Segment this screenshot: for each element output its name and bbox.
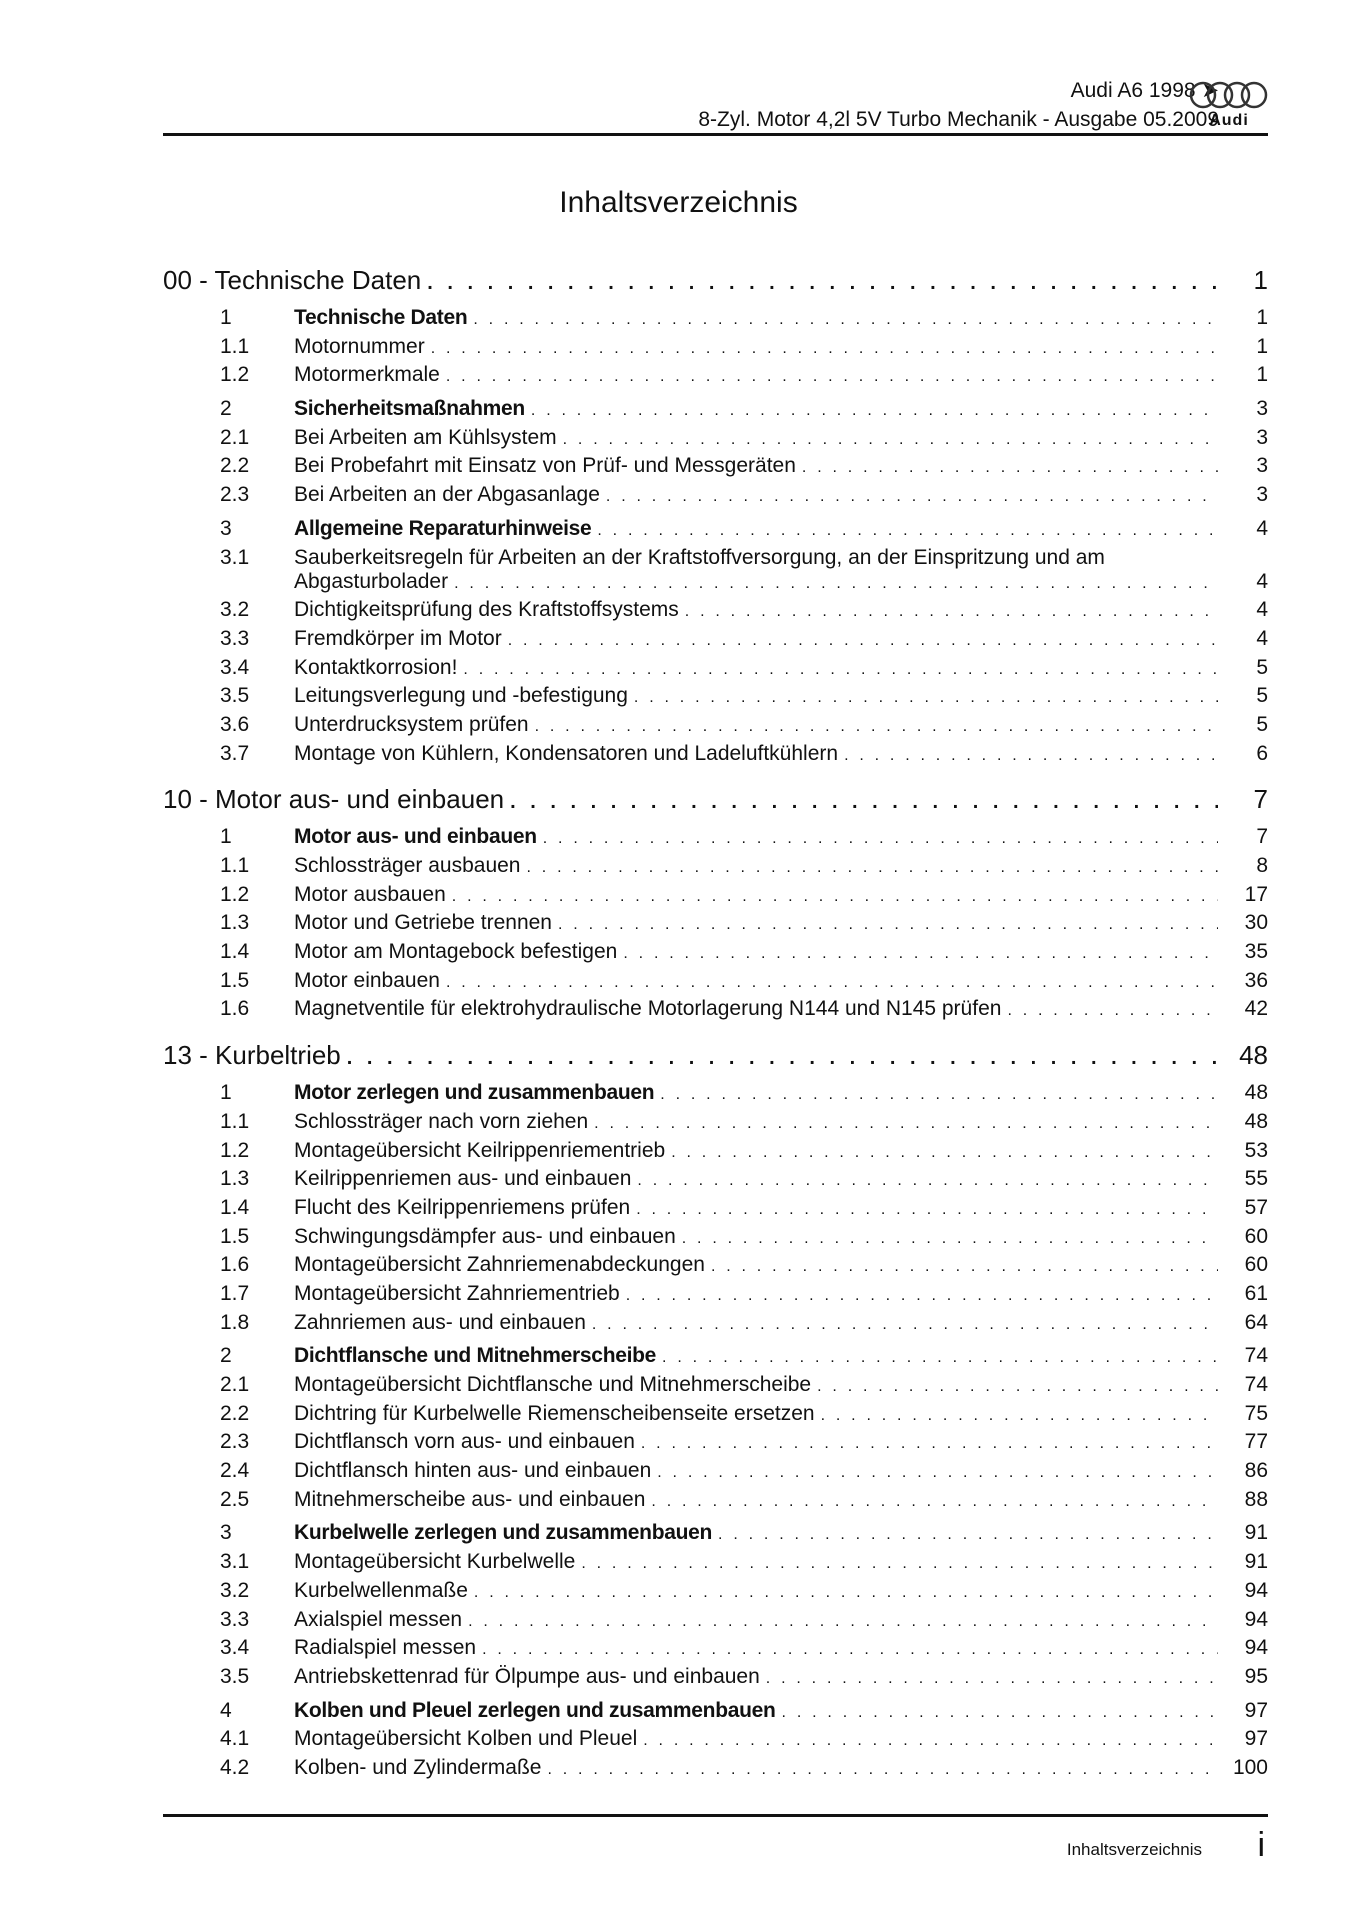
toc-entry-title: Motor zerlegen und zusammenbauen xyxy=(294,1081,655,1105)
toc-entry-title: Unterdrucksystem prüfen xyxy=(294,712,529,736)
dot-leader xyxy=(547,1761,1218,1779)
toc-entry-page: 3 xyxy=(1256,397,1268,421)
toc-entry-page: 74 xyxy=(1244,1373,1268,1396)
toc-entry-title: Motor und Getriebe trennen xyxy=(294,911,552,935)
toc-entry-page: 88 xyxy=(1244,1487,1268,1511)
toc-entry-page: 6 xyxy=(1256,741,1268,765)
toc-entry-page: 100 xyxy=(1232,1755,1268,1779)
toc-section[interactable] xyxy=(163,1521,1268,1550)
dot-leader xyxy=(634,689,1218,707)
toc-entry-page: 94 xyxy=(1244,1636,1268,1660)
toc-section[interactable] xyxy=(163,1344,1268,1373)
dot-leader xyxy=(594,1115,1218,1133)
dot-leader xyxy=(651,1493,1218,1511)
toc-entry[interactable] xyxy=(163,1608,1268,1637)
footer-page-number: i xyxy=(1257,1826,1265,1864)
toc-entry-page: 74 xyxy=(1244,1344,1268,1368)
toc-entry-number: 1.2 xyxy=(220,363,250,387)
toc-entry-page: 1 xyxy=(1253,265,1268,295)
toc-entry[interactable] xyxy=(163,1253,1268,1282)
toc-entry-page: 91 xyxy=(1244,1550,1268,1574)
toc-entry-title: Radialspiel messen xyxy=(294,1636,477,1660)
toc-entry-page: 3 xyxy=(1256,425,1268,449)
dot-leader xyxy=(821,1407,1218,1425)
toc-entry-number: 2.1 xyxy=(220,425,250,449)
toc-entry-number: 1.6 xyxy=(220,997,250,1021)
toc-entry[interactable] xyxy=(163,546,1268,570)
toc-section[interactable] xyxy=(163,1081,1268,1110)
header-model: Audi A6 1998 ➤ xyxy=(1070,79,1219,102)
toc-entry-title: Leitungsverlegung und -befestigung xyxy=(294,684,628,708)
toc-entry-number: 4 xyxy=(220,1698,232,1722)
toc-entry-title: Montageübersicht Keilrippenriementrieb xyxy=(294,1138,666,1162)
dot-leader xyxy=(508,632,1218,650)
toc-entry-title: Montageübersicht Dichtflansche und Mitnehmerscheibe xyxy=(294,1373,812,1396)
toc-entry-title: Dichtflansch vorn aus- und einbauen xyxy=(294,1430,635,1454)
toc-entry-number: 3.3 xyxy=(220,1607,250,1631)
toc-entry-page: 1 xyxy=(1256,334,1268,358)
toc-entry-number: 3.7 xyxy=(220,741,250,765)
toc-section[interactable] xyxy=(163,1699,1268,1728)
dot-leader xyxy=(427,272,1218,295)
toc-entry[interactable] xyxy=(163,1167,1268,1196)
toc-entry[interactable] xyxy=(163,656,1268,685)
dot-leader xyxy=(844,747,1218,765)
toc-entry-page: 3 xyxy=(1256,483,1268,507)
toc-entry-page: 94 xyxy=(1244,1578,1268,1602)
dot-leader xyxy=(452,888,1218,906)
toc-entry-number: 3.5 xyxy=(220,684,250,708)
audi-logo xyxy=(1188,80,1270,130)
toc-entry-number: 1 xyxy=(220,1081,232,1105)
toc-entry-number: 3.6 xyxy=(220,712,250,736)
toc-entry-title: Bei Arbeiten am Kühlsystem xyxy=(294,425,557,449)
toc-entry-title: 00 - Technische Daten xyxy=(163,265,422,295)
toc-entry-page: 17 xyxy=(1244,882,1268,906)
toc-entry-page: 48 xyxy=(1244,1109,1268,1133)
toc-entry[interactable] xyxy=(163,627,1268,656)
toc-entry-title: Kurbelwelle zerlegen und zusammenbauen xyxy=(294,1521,713,1545)
toc-entry-page: 7 xyxy=(1256,825,1268,849)
dot-leader xyxy=(597,522,1218,540)
dot-leader xyxy=(657,1464,1218,1482)
toc-entry-title: 10 - Motor aus- und einbauen xyxy=(163,784,505,815)
toc-entry-title: Kolben- und Zylindermaße xyxy=(294,1755,542,1779)
footer-label: Inhaltsverzeichnis xyxy=(1066,1840,1202,1859)
toc-entry-title: Bei Arbeiten an der Abgasanlage xyxy=(294,483,600,507)
toc-entry-title: Kurbelwellenmaße xyxy=(294,1578,468,1602)
dot-leader xyxy=(558,916,1218,934)
toc-entry-title: Sicherheitsmaßnahmen xyxy=(294,397,525,421)
toc-entry-page: 60 xyxy=(1244,1224,1268,1248)
toc-entry-page: 60 xyxy=(1244,1253,1268,1277)
toc-entry-title: 13 - Kurbeltrieb xyxy=(163,1040,341,1071)
toc-entry-page: 1 xyxy=(1256,363,1268,387)
toc-entry-number: 1.5 xyxy=(220,1224,250,1248)
toc-entry[interactable] xyxy=(163,1225,1268,1254)
toc-entry-page: 91 xyxy=(1244,1521,1268,1545)
dot-leader xyxy=(468,1613,1218,1631)
page-title: Inhaltsverzeichnis xyxy=(559,186,798,219)
toc-entry-number: 1.5 xyxy=(220,968,250,992)
toc-entry-page: 35 xyxy=(1244,940,1268,964)
toc-entry-number: 1.3 xyxy=(220,1167,250,1191)
toc-entry-title: Mitnehmerscheibe aus- und einbauen xyxy=(294,1487,646,1511)
toc-entry-number: 4.2 xyxy=(220,1755,250,1779)
toc-entry[interactable] xyxy=(163,911,1268,940)
toc-entry[interactable] xyxy=(163,1311,1268,1340)
toc-entry[interactable] xyxy=(163,1430,1268,1459)
dot-leader xyxy=(592,1316,1218,1334)
toc-entry-page: 1 xyxy=(1256,306,1268,329)
toc-entry-title: Montageübersicht Kolben und Pleuel xyxy=(294,1727,638,1751)
toc-entry[interactable] xyxy=(163,1373,1268,1402)
dot-leader xyxy=(685,603,1218,621)
toc-entry-title: Montageübersicht Zahnriementrieb xyxy=(294,1281,620,1305)
toc-entry-number: 1.3 xyxy=(220,911,250,935)
toc-entry[interactable] xyxy=(163,335,1268,364)
toc-entry[interactable] xyxy=(163,1139,1268,1168)
toc-entry-title: Antriebskettenrad für Ölpumpe aus- und einbauen xyxy=(294,1664,760,1688)
toc-entry-number: 3.3 xyxy=(220,626,250,650)
dot-leader xyxy=(482,1641,1218,1659)
toc-entry-title: Montageübersicht Zahnriemenabdeckungen xyxy=(294,1253,705,1277)
dot-leader xyxy=(543,830,1218,848)
toc-entry-number: 1.2 xyxy=(220,882,250,906)
toc-entry-page: 53 xyxy=(1244,1138,1268,1162)
toc-entry-title: Kolben und Pleuel zerlegen und zusammenbauen xyxy=(294,1698,776,1722)
toc-entry-page: 5 xyxy=(1256,684,1268,708)
dot-leader xyxy=(817,1378,1218,1396)
dot-leader xyxy=(510,791,1218,814)
toc-entry-title: Axialspiel messen xyxy=(294,1607,463,1631)
toc-entry-title: Keilrippenriemen aus- und einbauen xyxy=(294,1167,632,1191)
toc-entry-title: Sauberkeitsregeln für Arbeiten an der Kraftstoffversorgung, an der Einspritzung und am xyxy=(294,545,1105,569)
dot-leader xyxy=(454,575,1218,593)
toc-entry-number: 2.5 xyxy=(220,1487,250,1511)
dot-leader xyxy=(782,1704,1218,1722)
toc-section[interactable] xyxy=(163,397,1268,426)
toc-entry-number: 1 xyxy=(220,306,232,329)
dot-leader xyxy=(473,311,1218,329)
toc-entry-title: Bei Probefahrt mit Einsatz von Prüf- und Messgeräten xyxy=(294,454,796,478)
toc-entry-number: 2.3 xyxy=(220,1430,250,1454)
toc-entry-title-continued: Abgasturbolader xyxy=(294,569,449,593)
toc-entry[interactable] xyxy=(163,483,1268,512)
toc-entry[interactable] xyxy=(163,426,1268,455)
toc-entry[interactable] xyxy=(163,997,1268,1026)
toc-entry-number: 3 xyxy=(220,516,232,540)
toc-entry-number: 3.1 xyxy=(220,545,250,569)
toc-section[interactable] xyxy=(163,306,1268,335)
toc-entry-number: 4.1 xyxy=(220,1727,250,1751)
toc-entry[interactable] xyxy=(163,1196,1268,1225)
toc-entry-number: 3 xyxy=(220,1521,232,1545)
toc-entry[interactable] xyxy=(163,1282,1268,1311)
dot-leader xyxy=(662,1349,1218,1367)
toc-entry-page: 61 xyxy=(1244,1281,1268,1305)
dot-leader xyxy=(626,1287,1218,1305)
toc-entry-page: 8 xyxy=(1256,854,1268,877)
toc-entry[interactable] xyxy=(163,1756,1268,1785)
toc-entry-number: 3.2 xyxy=(220,598,250,622)
toc-chapter[interactable] xyxy=(163,265,1268,301)
toc-section[interactable] xyxy=(163,517,1268,546)
toc-entry[interactable] xyxy=(163,940,1268,969)
audi-wordmark: Audi xyxy=(1209,112,1249,129)
toc-entry-title: Kontaktkorrosion! xyxy=(294,655,458,679)
toc-entry-number: 2 xyxy=(220,397,232,421)
dot-leader xyxy=(1007,1002,1218,1020)
toc-entry-title: Technische Daten xyxy=(294,306,468,329)
toc-entry-page: 7 xyxy=(1253,784,1268,815)
toc-entry-number: 1 xyxy=(220,825,232,849)
toc-entry[interactable] xyxy=(163,854,1268,883)
toc-entry[interactable] xyxy=(163,1488,1268,1517)
toc-entry-title: Motor ausbauen xyxy=(294,882,446,906)
toc-entry-number: 3.1 xyxy=(220,1550,250,1574)
dot-leader xyxy=(347,1047,1218,1070)
toc-entry-number: 1.6 xyxy=(220,1253,250,1277)
header-divider xyxy=(163,133,1268,136)
dot-leader xyxy=(531,402,1218,420)
toc-entry[interactable] xyxy=(163,1579,1268,1608)
dot-leader xyxy=(718,1526,1218,1544)
toc-entry[interactable] xyxy=(163,1727,1268,1756)
toc-entry-number: 1.7 xyxy=(220,1281,250,1305)
toc-entry-number: 2.4 xyxy=(220,1459,250,1483)
dot-leader xyxy=(446,974,1218,992)
toc-entry[interactable] xyxy=(163,742,1268,771)
toc-entry-title: Dichtring für Kurbelwelle Riemenscheibenseite ersetzen xyxy=(294,1401,815,1425)
toc-entry-page: 42 xyxy=(1244,997,1268,1021)
toc-entry-number: 2 xyxy=(220,1344,232,1368)
toc-entry-page: 48 xyxy=(1239,1040,1268,1071)
toc-entry-title: Schlossträger nach vorn ziehen xyxy=(294,1109,589,1133)
toc-entry-number: 1.1 xyxy=(220,334,250,358)
dot-leader xyxy=(643,1732,1218,1750)
toc-entry-title: Motor einbauen xyxy=(294,968,440,992)
toc-entry-page: 36 xyxy=(1244,968,1268,992)
toc-entry-title: Dichtflansche und Mitnehmerscheibe xyxy=(294,1344,657,1368)
toc-entry[interactable] xyxy=(163,363,1268,392)
dot-leader xyxy=(606,488,1218,506)
toc-entry-title: Dichtflansch hinten aus- und einbauen xyxy=(294,1459,652,1483)
dot-leader xyxy=(581,1555,1218,1573)
toc-entry-number: 1.1 xyxy=(220,854,250,877)
table-of-contents xyxy=(163,265,1268,1785)
dot-leader xyxy=(671,1144,1218,1162)
toc-entry-number: 3.2 xyxy=(220,1578,250,1602)
toc-entry-page: 3 xyxy=(1256,454,1268,478)
toc-entry-page: 5 xyxy=(1256,655,1268,679)
toc-entry-number: 1.2 xyxy=(220,1138,250,1162)
dot-leader xyxy=(474,1584,1218,1602)
toc-entry-title: Schwingungsdämpfer aus- und einbauen xyxy=(294,1224,676,1248)
toc-entry-number: 2.3 xyxy=(220,483,250,507)
toc-entry[interactable] xyxy=(163,1665,1268,1694)
toc-entry[interactable] xyxy=(163,1110,1268,1139)
toc-entry-page: 4 xyxy=(1256,569,1268,593)
toc-entry-title: Schlossträger ausbauen xyxy=(294,854,521,877)
toc-entry-number: 2.1 xyxy=(220,1373,250,1396)
audi-rings-icon xyxy=(1188,80,1270,110)
toc-entry[interactable] xyxy=(163,1636,1268,1665)
dot-leader xyxy=(623,945,1218,963)
toc-entry-page: 48 xyxy=(1244,1081,1268,1105)
toc-entry-title: Dichtigkeitsprüfung des Kraftstoffsystems xyxy=(294,598,679,622)
toc-entry-title: Montage von Kühlern, Kondensatoren und Ladeluftkühlern xyxy=(294,741,839,765)
toc-chapter[interactable] xyxy=(163,784,1268,820)
toc-entry-title: Zahnriemen aus- und einbauen xyxy=(294,1310,586,1334)
toc-entry-title: Motor aus- und einbauen xyxy=(294,825,537,849)
toc-entry-title: Magnetventile für elektrohydraulische Motorlagerung N144 und N145 prüfen xyxy=(294,997,1002,1021)
toc-entry[interactable] xyxy=(163,969,1268,998)
dot-leader xyxy=(526,859,1218,877)
dot-leader xyxy=(446,368,1218,386)
dot-leader xyxy=(711,1258,1218,1276)
toc-entry-page: 77 xyxy=(1244,1430,1268,1454)
footer-divider xyxy=(163,1814,1268,1817)
toc-entry-page: 75 xyxy=(1244,1401,1268,1425)
dot-leader xyxy=(641,1435,1218,1453)
dot-leader xyxy=(660,1086,1218,1104)
toc-entry-page: 86 xyxy=(1244,1459,1268,1483)
toc-entry[interactable] xyxy=(163,1550,1268,1579)
toc-entry-title: Motornummer xyxy=(294,334,425,358)
toc-entry-page: 97 xyxy=(1244,1727,1268,1751)
dot-leader xyxy=(636,1201,1218,1219)
toc-chapter[interactable] xyxy=(163,1040,1268,1076)
toc-entry-page: 64 xyxy=(1244,1310,1268,1334)
toc-entry-page: 97 xyxy=(1244,1698,1268,1722)
header-subtitle: 8-Zyl. Motor 4,2l 5V Turbo Mechanik - Ausgabe 05.2009 xyxy=(698,108,1219,131)
dot-leader xyxy=(463,661,1218,679)
toc-entry[interactable] xyxy=(163,598,1268,627)
toc-entry-page: 4 xyxy=(1256,516,1268,540)
toc-entry-title: Flucht des Keilrippenriemens prüfen xyxy=(294,1195,631,1219)
toc-entry-number: 2.2 xyxy=(220,454,250,478)
toc-entry-title: Motor am Montagebock befestigen xyxy=(294,940,618,964)
toc-entry[interactable] xyxy=(163,454,1268,483)
dot-leader xyxy=(431,340,1218,358)
dot-leader xyxy=(535,718,1218,736)
toc-entry-page: 94 xyxy=(1244,1607,1268,1631)
toc-entry-number: 3.5 xyxy=(220,1664,250,1688)
toc-section[interactable] xyxy=(163,825,1268,854)
toc-entry[interactable] xyxy=(163,1459,1268,1488)
dot-leader xyxy=(766,1670,1218,1688)
toc-entry-title: Allgemeine Reparaturhinweise xyxy=(294,516,592,540)
toc-entry[interactable] xyxy=(163,713,1268,742)
dot-leader xyxy=(563,431,1218,449)
toc-entry-number: 2.2 xyxy=(220,1401,250,1425)
dot-leader xyxy=(637,1172,1218,1190)
toc-entry-page: 95 xyxy=(1244,1664,1268,1688)
toc-entry-title: Montageübersicht Kurbelwelle xyxy=(294,1550,576,1574)
dot-leader xyxy=(682,1230,1218,1248)
toc-entry-number: 1.4 xyxy=(220,1195,250,1219)
toc-entry-number: 1.8 xyxy=(220,1310,250,1334)
toc-entry[interactable] xyxy=(163,883,1268,912)
toc-entry-page: 55 xyxy=(1244,1167,1268,1191)
toc-entry-number: 3.4 xyxy=(220,655,250,679)
toc-entry-number: 1.4 xyxy=(220,940,250,964)
toc-entry-page: 57 xyxy=(1244,1195,1268,1219)
toc-entry-page: 30 xyxy=(1244,911,1268,935)
toc-entry-title: Motormerkmale xyxy=(294,363,440,387)
toc-entry-continuation[interactable] xyxy=(163,570,1268,599)
dot-leader xyxy=(802,459,1218,477)
toc-entry[interactable] xyxy=(163,684,1268,713)
toc-entry[interactable] xyxy=(163,1402,1268,1431)
toc-entry-page: 4 xyxy=(1256,598,1268,622)
toc-entry-page: 5 xyxy=(1256,712,1268,736)
toc-entry-number: 3.4 xyxy=(220,1636,250,1660)
toc-entry-page: 4 xyxy=(1256,626,1268,650)
toc-entry-number: 1.1 xyxy=(220,1109,250,1133)
toc-entry-title: Fremdkörper im Motor xyxy=(294,626,502,650)
